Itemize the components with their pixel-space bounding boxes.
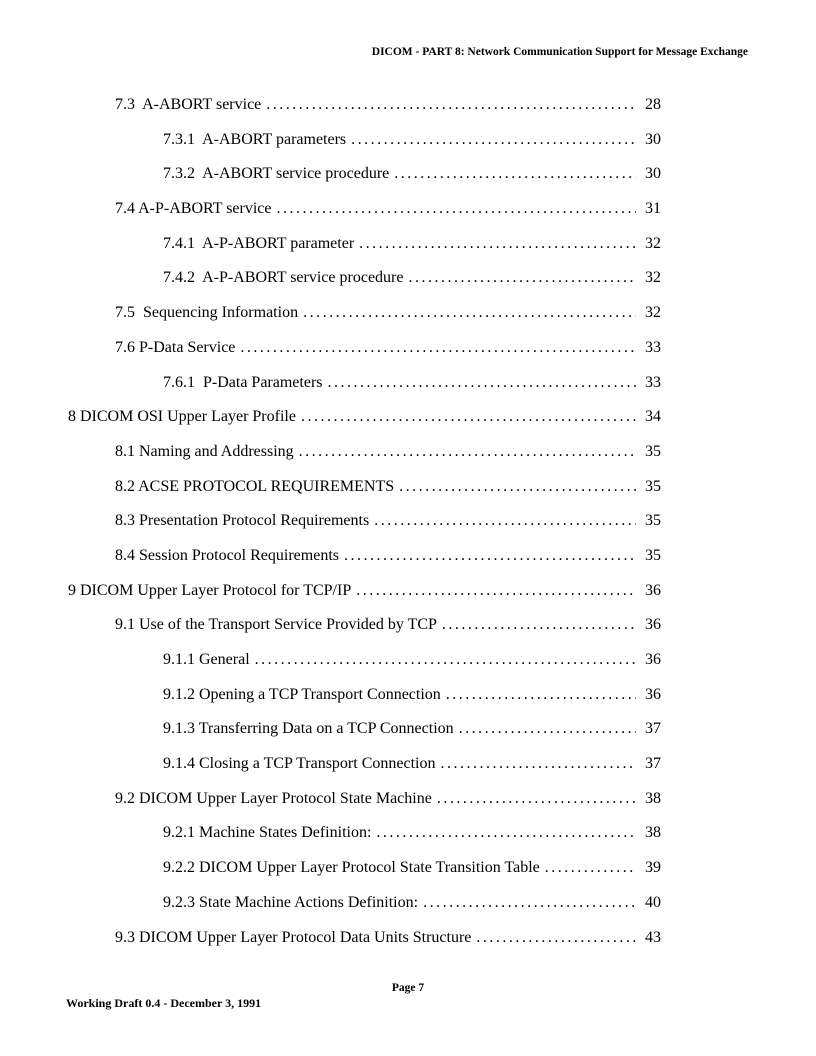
toc-entry [66, 851, 661, 886]
toc-entry-page: 38 [645, 824, 661, 842]
toc-entry [66, 366, 661, 401]
toc-dot-leader [459, 712, 636, 747]
toc-entry [66, 886, 661, 921]
toc-dot-leader [303, 296, 636, 331]
footer-page-number: Page 7 [391, 982, 425, 994]
toc-entry-page: 32 [645, 234, 661, 252]
toc-entry [66, 157, 661, 192]
toc-dot-leader [255, 643, 636, 678]
toc-entry-label: 7.4 A-P-ABORT service [115, 200, 272, 218]
toc-entry-page: 34 [645, 408, 661, 426]
toc-entry-page: 36 [645, 616, 661, 634]
toc-entry [66, 400, 661, 435]
toc-entry-page: 43 [645, 928, 661, 946]
toc-entry-label: 8.2 ACSE PROTOCOL REQUIREMENTS [115, 477, 395, 495]
toc-dot-leader [476, 921, 636, 956]
toc-entry-page: 33 [645, 373, 661, 391]
footer-draft-label: Working Draft 0.4 - December 3, 1991 [66, 996, 262, 1010]
toc-entry-page: 32 [645, 269, 661, 287]
toc-entry-label: 9.2.2 DICOM Upper Layer Protocol State Transition Table [163, 859, 540, 877]
toc-dot-leader [394, 157, 636, 192]
toc-entry-page: 39 [645, 859, 661, 877]
toc-entry-page: 37 [645, 720, 661, 738]
toc-entry-page: 35 [645, 512, 661, 530]
toc-entry [66, 678, 661, 713]
toc-entry [66, 539, 661, 574]
toc-entry-label: 9.1 Use of the Transport Service Provided by TCP [115, 616, 437, 634]
toc-entry-label: 9.1.2 Opening a TCP Transport Connection [163, 685, 441, 703]
document-header-title: DICOM - PART 8: Network Communication Support for Message Exchange [371, 46, 748, 58]
toc-entry [66, 88, 661, 123]
toc-entry-label: 9.1.1 General [163, 651, 250, 668]
toc-entry-label: 8.1 Naming and Addressing [115, 442, 294, 460]
toc-dot-leader [437, 782, 636, 817]
toc-entry-label: 8.3 Presentation Protocol Requirements [115, 512, 370, 530]
toc-entry [66, 643, 661, 678]
toc-entry-label: 7.4.2 A-P-ABORT service procedure [163, 269, 404, 287]
toc-entry-page: 30 [645, 130, 661, 148]
toc-dot-leader [545, 851, 636, 886]
toc-entry-label: 7.6 P-Data Service [115, 338, 236, 356]
toc-entry-label: 9.1.3 Transferring Data on a TCP Connection [163, 720, 454, 738]
toc-entry [66, 435, 661, 470]
toc-entry-page: 36 [645, 581, 661, 599]
toc-entry [66, 504, 661, 539]
toc-entry-page: 36 [645, 685, 661, 703]
toc-dot-leader [240, 331, 636, 366]
toc-dot-leader [423, 886, 636, 921]
toc-entry [66, 331, 661, 366]
toc-entry [66, 712, 661, 747]
toc-dot-leader [356, 574, 636, 609]
toc-dot-leader [440, 747, 636, 782]
toc-dot-leader [344, 539, 636, 574]
toc-entry-page: 40 [645, 893, 661, 911]
toc-dot-leader [266, 88, 636, 123]
toc-entry-page: 31 [645, 200, 661, 218]
toc-entry-page: 36 [645, 651, 661, 668]
toc-entry [66, 747, 661, 782]
toc-entry [66, 574, 661, 609]
toc-entry [66, 227, 661, 262]
toc-entry-label: 8.4 Session Protocol Requirements [115, 546, 339, 564]
toc-entry-label: 7.3.1 A-ABORT parameters [163, 130, 347, 148]
toc-entry-label: 9.1.4 Closing a TCP Transport Connection [163, 755, 436, 773]
toc-entry [66, 123, 661, 158]
toc-dot-leader [374, 504, 636, 539]
toc-entry [66, 296, 661, 331]
toc-entry-page: 28 [645, 96, 661, 113]
toc-entry [66, 816, 661, 851]
toc-entry-page: 32 [645, 304, 661, 322]
toc-entry [66, 470, 661, 505]
toc-dot-leader [446, 678, 636, 713]
toc-entry [66, 921, 661, 956]
toc-entry-page: 38 [645, 789, 661, 807]
toc-entry-page: 35 [645, 546, 661, 564]
toc-dot-leader [408, 261, 636, 296]
toc-entry-label: 9.3 DICOM Upper Layer Protocol Data Units Structure [115, 928, 472, 946]
toc-list [66, 88, 661, 955]
toc-dot-leader [301, 400, 636, 435]
toc-entry-label: 7.3.2 A-ABORT service procedure [163, 165, 390, 183]
toc-dot-leader [299, 435, 636, 470]
toc-entry [66, 192, 661, 227]
toc-entry-label: 7.3 A-ABORT service [115, 96, 262, 113]
toc-dot-leader [376, 816, 636, 851]
toc-dot-leader [328, 366, 636, 401]
toc-entry [66, 608, 661, 643]
toc-dot-leader [442, 608, 636, 643]
toc-entry-page: 30 [645, 165, 661, 183]
toc-entry-label: 9 DICOM Upper Layer Protocol for TCP/IP [68, 581, 352, 599]
toc-entry-page: 35 [645, 442, 661, 460]
toc-entry-label: 9.2.1 Machine States Definition: [163, 824, 372, 842]
toc-entry [66, 782, 661, 817]
toc-entry-page: 33 [645, 338, 661, 356]
toc-entry-label: 9.2.3 State Machine Actions Definition: [163, 893, 419, 911]
toc-dot-leader [277, 192, 636, 227]
toc-entry-label: 8 DICOM OSI Upper Layer Profile [68, 408, 296, 426]
toc-entry-page: 35 [645, 477, 661, 495]
toc-dot-leader [399, 470, 636, 505]
toc-entry-label: 7.4.1 A-P-ABORT parameter [163, 234, 355, 252]
toc-entry-page: 37 [645, 755, 661, 773]
toc-entry-label: 9.2 DICOM Upper Layer Protocol State Machine [115, 789, 432, 807]
toc-entry-label: 7.5 Sequencing Information [115, 304, 299, 322]
toc-dot-leader [351, 123, 636, 158]
toc-entry-label: 7.6.1 P-Data Parameters [163, 373, 323, 391]
toc-entry [66, 261, 661, 296]
toc-dot-leader [359, 227, 636, 262]
